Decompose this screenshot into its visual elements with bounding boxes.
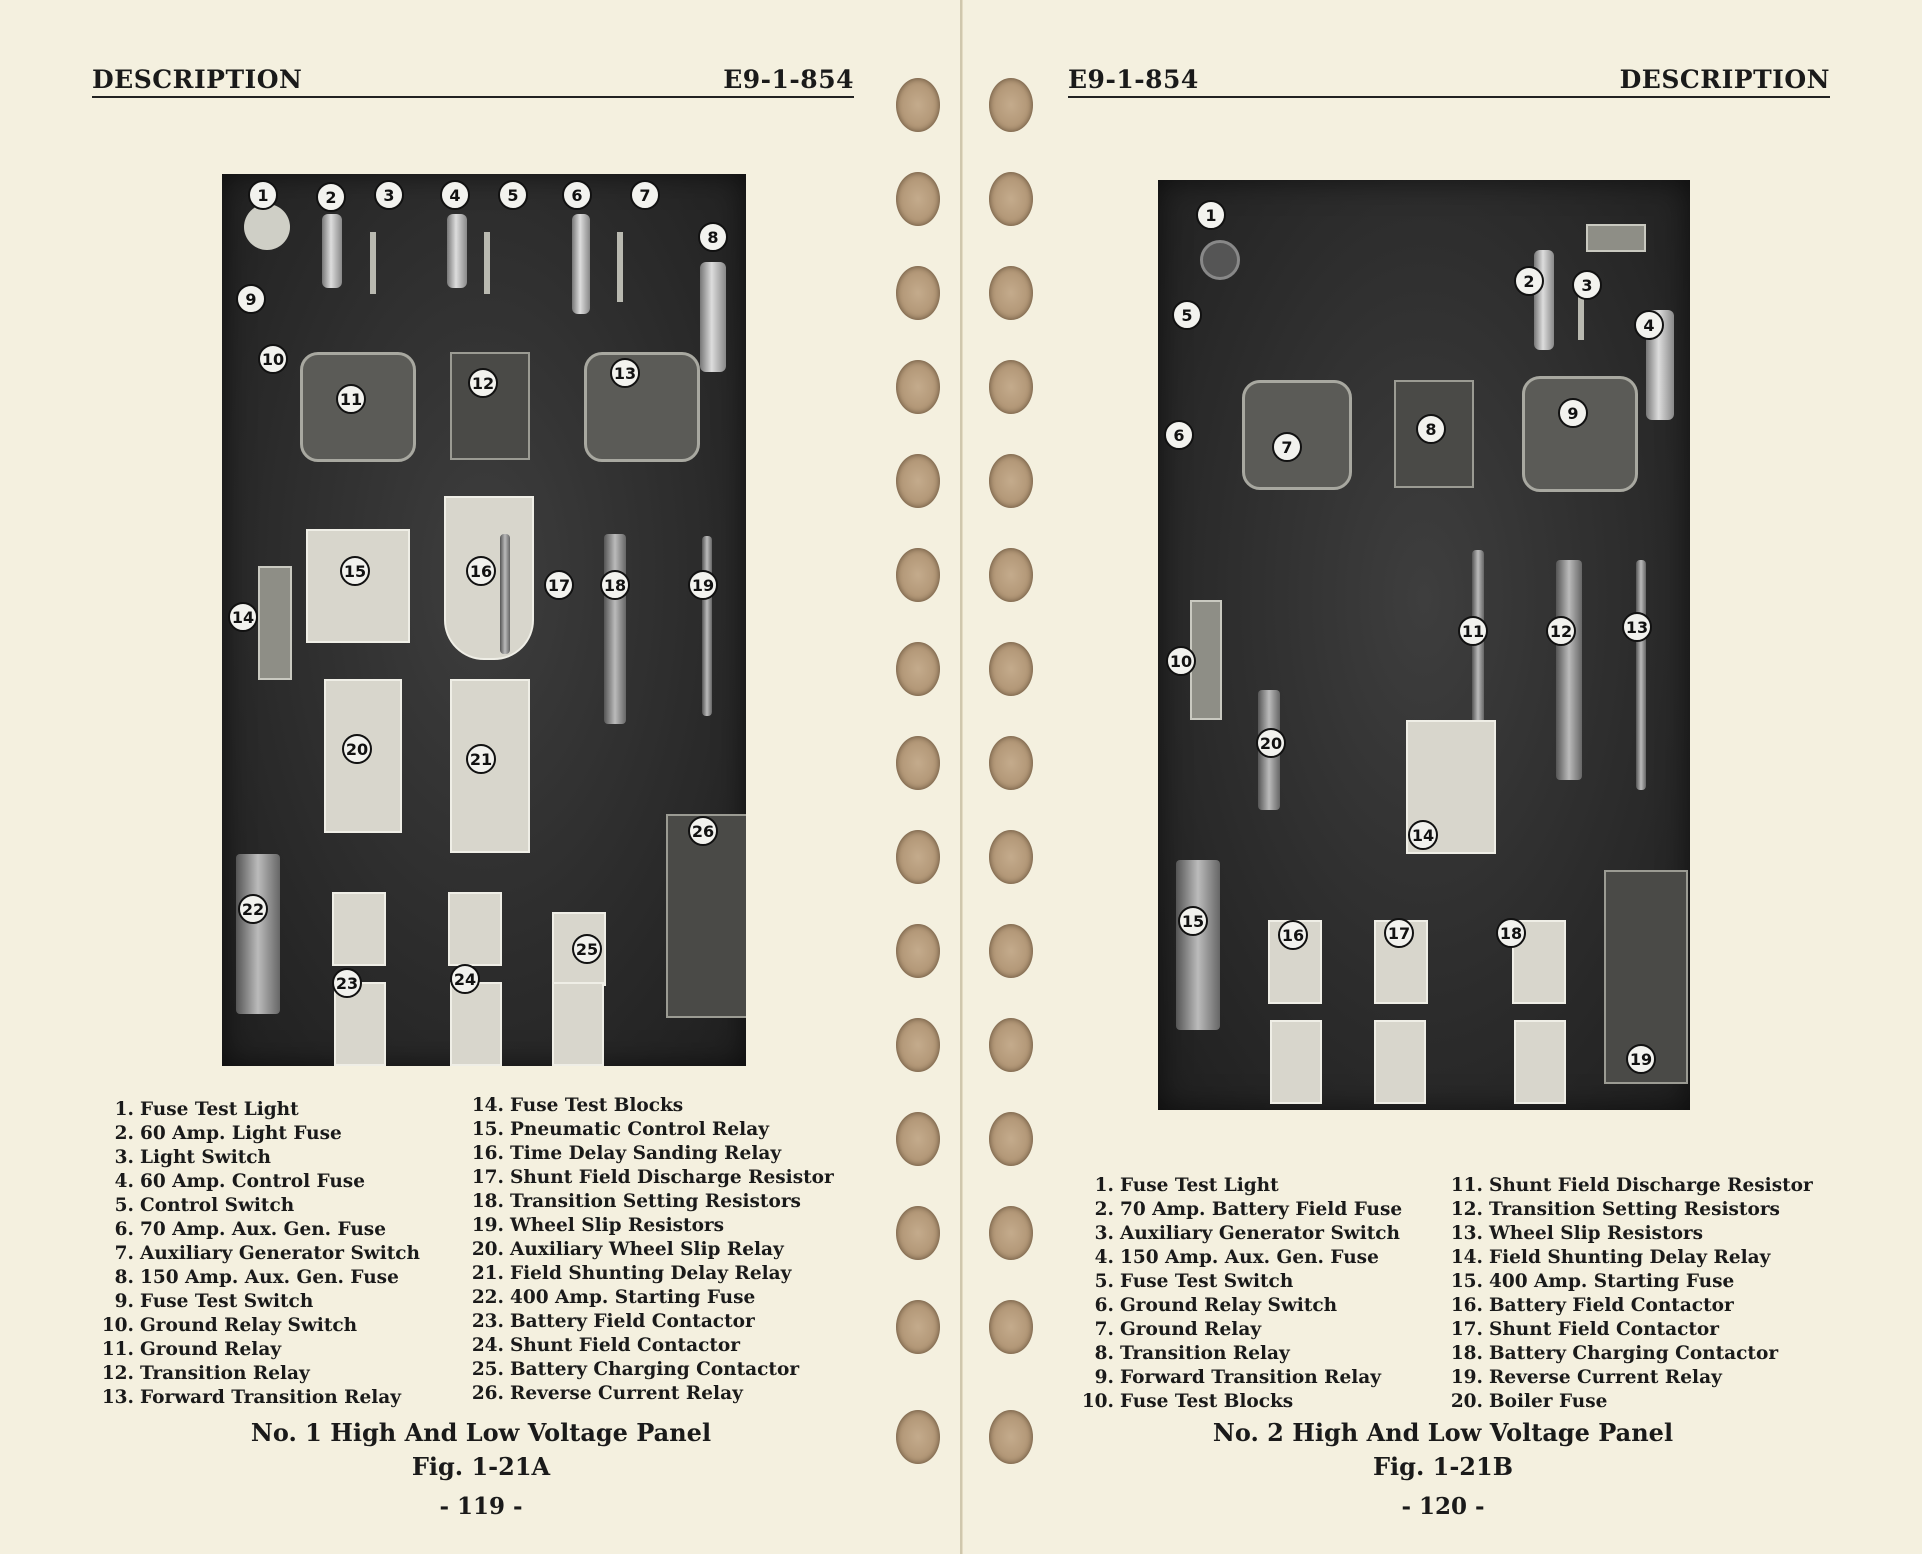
callout-9: 9 <box>236 284 266 314</box>
contactor-coil-shape <box>1514 1020 1566 1104</box>
callout-13: 13 <box>1622 612 1652 642</box>
callout-10: 10 <box>1166 646 1196 676</box>
left-header-doc-number: E9-1-854 <box>723 65 854 94</box>
callout-9: 9 <box>1558 398 1588 428</box>
binding-hole <box>989 548 1033 602</box>
binding-hole <box>896 78 940 132</box>
callout-6: 6 <box>1164 420 1194 450</box>
fuse-shape <box>447 214 467 288</box>
legend-item: 24. Shunt Field Contactor <box>471 1335 740 1356</box>
callout-18: 18 <box>600 570 630 600</box>
legend-item: 26. Reverse Current Relay <box>471 1383 743 1404</box>
contactor-shape <box>332 892 386 966</box>
callout-11: 11 <box>336 384 366 414</box>
binding-hole <box>989 360 1033 414</box>
callout-15: 15 <box>340 556 370 586</box>
callout-19: 19 <box>688 570 718 600</box>
legend-item: 16. Time Delay Sanding Relay <box>471 1143 782 1164</box>
callout-13: 13 <box>610 358 640 388</box>
right-figure-number: Fig. 1-21B <box>1373 1452 1513 1481</box>
legend-item: 4. 60 Amp. Control Fuse <box>114 1171 365 1192</box>
callout-15: 15 <box>1178 906 1208 936</box>
binding-hole <box>896 172 940 226</box>
binding-hole <box>989 454 1033 508</box>
left-page-header <box>92 66 854 98</box>
resistor-shape <box>604 534 626 724</box>
legend-item: 10. Ground Relay Switch <box>101 1315 358 1336</box>
binding-hole <box>896 454 940 508</box>
callout-21: 21 <box>466 744 496 774</box>
starting-fuse-shape <box>1176 860 1220 1030</box>
callout-5: 5 <box>1172 300 1202 330</box>
right-legend-column-1 <box>1080 1174 1402 1414</box>
callout-4: 4 <box>1634 310 1664 340</box>
contactor-coil-shape <box>1374 1020 1426 1104</box>
callout-17: 17 <box>544 570 574 600</box>
fuse-shape <box>1534 250 1554 350</box>
legend-item: 20. Boiler Fuse <box>1450 1391 1608 1412</box>
left-figure-number: Fig. 1-21A <box>411 1452 551 1481</box>
callout-12: 12 <box>468 368 498 398</box>
right-figure-title: No. 2 High And Low Voltage Panel <box>1212 1418 1674 1447</box>
legend-item: 23. Battery Field Contactor <box>471 1311 755 1332</box>
callout-5: 5 <box>498 180 528 210</box>
panel-photo-2 <box>1158 180 1690 1110</box>
legend-item: 18. Battery Charging Contactor <box>1450 1343 1779 1364</box>
binding-hole <box>896 360 940 414</box>
callout-20: 20 <box>342 734 372 764</box>
legend-item: 15. Pneumatic Control Relay <box>471 1119 769 1140</box>
legend-item: 14. Field Shunting Delay Relay <box>1450 1247 1771 1268</box>
legend-item: 3. Light Switch <box>114 1147 271 1168</box>
legend-item: 1. Fuse Test Light <box>1094 1175 1279 1196</box>
relay-shape <box>584 352 700 462</box>
callout-2: 2 <box>316 182 346 212</box>
binding-hole <box>896 830 940 884</box>
binding-hole <box>896 924 940 978</box>
binding-hole <box>989 266 1033 320</box>
contactor-shape <box>448 892 502 966</box>
callout-24: 24 <box>450 964 480 994</box>
binding-hole <box>989 78 1033 132</box>
callout-22: 22 <box>238 894 268 924</box>
legend-item: 14. Fuse Test Blocks <box>471 1095 684 1116</box>
contactor-coil-shape <box>450 982 502 1066</box>
binding-hole <box>896 1112 940 1166</box>
panel-photo-1 <box>222 174 746 1066</box>
legend-item: 11. Shunt Field Discharge Resistor <box>1450 1175 1813 1196</box>
legend-item: 19. Reverse Current Relay <box>1450 1367 1722 1388</box>
fuse-shape <box>572 214 590 314</box>
binding-hole <box>896 642 940 696</box>
switch-shape <box>370 232 376 294</box>
legend-item: 13. Wheel Slip Resistors <box>1450 1223 1704 1244</box>
callout-14: 14 <box>1408 820 1438 850</box>
resistor-shape <box>1636 560 1646 790</box>
right-page <box>962 0 1922 1554</box>
callout-10: 10 <box>258 344 288 374</box>
legend-item: 9. Fuse Test Switch <box>114 1291 314 1312</box>
left-legend-column-1 <box>100 1098 420 1410</box>
binding-hole <box>896 266 940 320</box>
fuse-shape <box>700 262 726 372</box>
legend-item: 17. Shunt Field Contactor <box>1450 1319 1719 1340</box>
callout-16: 16 <box>466 556 496 586</box>
left-page-number: - 119 - <box>439 1493 523 1520</box>
legend-item: 13. Forward Transition Relay <box>101 1387 402 1408</box>
callout-6: 6 <box>562 180 592 210</box>
binding-hole <box>989 736 1033 790</box>
binding-hole <box>989 1018 1033 1072</box>
legend-item: 12. Transition Relay <box>101 1363 310 1384</box>
starting-fuse-shape <box>236 854 280 1014</box>
legend-item: 8. 150 Amp. Aux. Gen. Fuse <box>114 1267 399 1288</box>
fuse-block-shape <box>258 566 292 680</box>
fuse-shape <box>322 214 342 288</box>
legend-item: 19. Wheel Slip Resistors <box>471 1215 725 1236</box>
legend-item: 2. 70 Amp. Battery Field Fuse <box>1094 1199 1403 1220</box>
resistor-shape <box>1556 560 1582 780</box>
right-header-doc-number: E9-1-854 <box>1068 65 1199 94</box>
legend-item: 8. Transition Relay <box>1094 1343 1290 1364</box>
legend-item: 25. Battery Charging Contactor <box>471 1359 800 1380</box>
legend-item: 3. Auxiliary Generator Switch <box>1094 1223 1401 1244</box>
legend-item: 6. Ground Relay Switch <box>1094 1295 1338 1316</box>
callout-8: 8 <box>698 222 728 252</box>
legend-item: 5. Control Switch <box>114 1195 295 1216</box>
binding-hole <box>896 1018 940 1072</box>
callout-1: 1 <box>248 180 278 210</box>
callout-16: 16 <box>1278 920 1308 950</box>
binding-hole <box>989 1206 1033 1260</box>
callout-7: 7 <box>1272 432 1302 462</box>
legend-item: 6. 70 Amp. Aux. Gen. Fuse <box>114 1219 386 1240</box>
callout-4: 4 <box>440 180 470 210</box>
right-header-section: DESCRIPTION <box>1619 65 1830 94</box>
contactor-coil-shape <box>1270 1020 1322 1104</box>
switch-shape <box>617 232 623 302</box>
legend-item: 4. 150 Amp. Aux. Gen. Fuse <box>1094 1247 1379 1268</box>
legend-item: 21. Field Shunting Delay Relay <box>471 1263 792 1284</box>
binding-hole <box>896 548 940 602</box>
fuse-test-light-shape <box>244 204 290 250</box>
left-figure-title: No. 1 High And Low Voltage Panel <box>250 1418 712 1447</box>
callout-1: 1 <box>1196 200 1226 230</box>
legend-item: 12. Transition Setting Resistors <box>1450 1199 1780 1220</box>
callout-8: 8 <box>1416 414 1446 444</box>
legend-item: 17. Shunt Field Discharge Resistor <box>471 1167 834 1188</box>
callout-17: 17 <box>1384 918 1414 948</box>
callout-3: 3 <box>1572 270 1602 300</box>
legend-item: 20. Auxiliary Wheel Slip Relay <box>471 1239 784 1260</box>
binding-hole <box>896 1410 940 1464</box>
legend-item: 9. Forward Transition Relay <box>1094 1367 1382 1388</box>
legend-item: 18. Transition Setting Resistors <box>471 1191 801 1212</box>
legend-item: 5. Fuse Test Switch <box>1094 1271 1294 1292</box>
callout-18: 18 <box>1496 918 1526 948</box>
legend-item: 7. Auxiliary Generator Switch <box>114 1243 421 1264</box>
resistor-shape <box>1586 224 1646 252</box>
binding-hole <box>896 736 940 790</box>
right-page-header <box>1068 66 1830 98</box>
legend-item: 2. 60 Amp. Light Fuse <box>114 1123 342 1144</box>
callout-12: 12 <box>1546 616 1576 646</box>
callout-19: 19 <box>1626 1044 1656 1074</box>
switch-shape <box>484 232 490 294</box>
callout-3: 3 <box>374 180 404 210</box>
legend-item: 15. 400 Amp. Starting Fuse <box>1450 1271 1735 1292</box>
contactor-coil-shape <box>552 982 604 1066</box>
callout-23: 23 <box>332 968 362 998</box>
right-legend-column-2 <box>1449 1174 1813 1414</box>
binding-hole <box>989 642 1033 696</box>
callout-11: 11 <box>1458 616 1488 646</box>
legend-item: 16. Battery Field Contactor <box>1450 1295 1734 1316</box>
resistor-shape <box>500 534 510 654</box>
binding-hole <box>896 1206 940 1260</box>
left-header-section: DESCRIPTION <box>92 65 303 94</box>
legend-item: 22. 400 Amp. Starting Fuse <box>471 1287 756 1308</box>
left-legend-column-2 <box>470 1094 834 1406</box>
resistor-shape <box>702 536 712 716</box>
callout-25: 25 <box>572 934 602 964</box>
right-page-number: - 120 - <box>1401 1493 1485 1520</box>
legend-item: 1. Fuse Test Light <box>114 1099 299 1120</box>
binding-hole <box>989 172 1033 226</box>
relay-shape <box>450 352 530 460</box>
relay-shape <box>306 529 410 643</box>
legend-item: 7. Ground Relay <box>1094 1319 1262 1340</box>
callout-7: 7 <box>630 180 660 210</box>
legend-item: 11. Ground Relay <box>101 1339 282 1360</box>
callout-2: 2 <box>1514 266 1544 296</box>
callout-26: 26 <box>688 816 718 846</box>
callout-14: 14 <box>228 602 258 632</box>
fuse-test-light-shape <box>1200 240 1240 280</box>
binding-hole <box>896 1300 940 1354</box>
binding-hole <box>989 830 1033 884</box>
relay-shape <box>1522 376 1638 492</box>
legend-item: 10. Fuse Test Blocks <box>1081 1391 1294 1412</box>
binding-hole <box>989 1300 1033 1354</box>
binding-hole <box>989 924 1033 978</box>
callout-20: 20 <box>1256 728 1286 758</box>
binding-hole <box>989 1112 1033 1166</box>
